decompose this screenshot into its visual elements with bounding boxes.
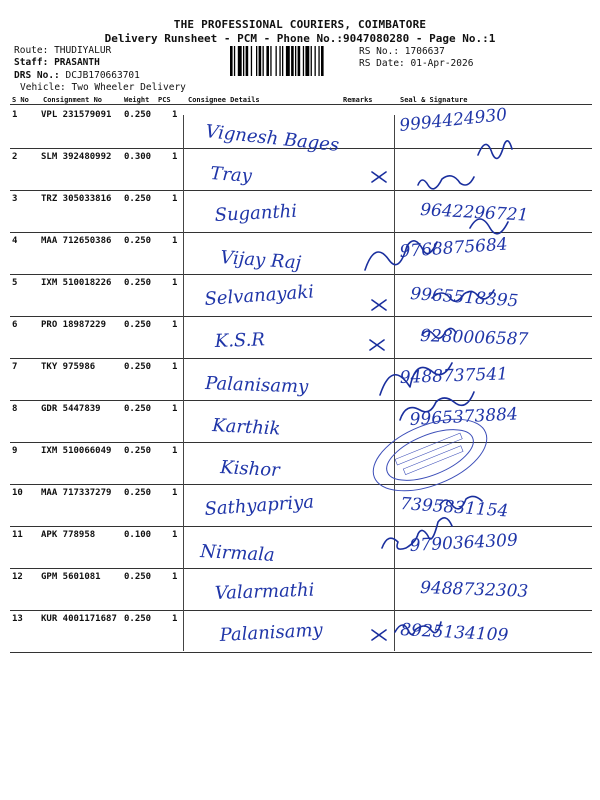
staff-value: PRASANTH xyxy=(54,57,100,68)
row-consignment: PRO 18987229 xyxy=(41,320,107,330)
handwritten-consignee: Sathyapriya xyxy=(203,491,315,520)
drs-value: DCJB170663701 xyxy=(65,70,140,81)
row-consignment: TKY 975986 xyxy=(41,362,96,372)
rs-date-value: 01-Apr-2026 xyxy=(410,58,474,69)
row-pcs: 1 xyxy=(172,530,178,540)
row-pcs: 1 xyxy=(172,614,178,624)
handwritten-consignee: K.S.R xyxy=(214,329,266,352)
row-weight: 0.250 xyxy=(124,572,152,582)
staff-label: Staff: xyxy=(14,57,49,68)
row-weight: 0.250 xyxy=(124,488,152,498)
row-sno: 5 xyxy=(12,278,18,288)
row-weight: 0.250 xyxy=(124,404,152,414)
row-sno: 7 xyxy=(12,362,18,372)
handwritten-phone: 8925134109 xyxy=(399,620,509,646)
row-sno: 10 xyxy=(12,488,23,498)
handwritten-phone: 9994424930 xyxy=(398,104,509,136)
handwritten-phone: 9965518395 xyxy=(409,284,519,312)
row-pcs: 1 xyxy=(172,236,178,246)
row-weight: 0.250 xyxy=(124,194,152,204)
row-pcs: 1 xyxy=(172,488,178,498)
row-pcs: 1 xyxy=(172,362,178,372)
route-label: Route: xyxy=(14,45,49,56)
row-consignment: IXM 510018226 xyxy=(41,278,112,288)
row-weight: 0.250 xyxy=(124,614,152,624)
row-sno: 13 xyxy=(12,614,23,624)
handwritten-consignee: Kishor xyxy=(219,457,281,482)
row-sno: 4 xyxy=(12,236,18,246)
row-consignment: KUR 4001171687 xyxy=(41,614,117,624)
handwritten-consignee: Tray xyxy=(209,163,253,187)
row-pcs: 1 xyxy=(172,404,178,414)
rs-no-value: 1706637 xyxy=(404,46,445,57)
handwritten-consignee: Suganthi xyxy=(214,200,298,226)
row-weight: 0.300 xyxy=(124,152,152,162)
row-pcs: 1 xyxy=(172,194,178,204)
handwritten-consignee: Valarmathi xyxy=(214,579,315,604)
row-sno: 12 xyxy=(12,572,23,582)
handwritten-names xyxy=(199,121,340,646)
handwritten-phone: 7395831154 xyxy=(399,494,509,522)
handwritten-consignee: Palanisamy xyxy=(219,619,324,646)
handwritten-consignee: Vignesh Bages xyxy=(204,121,341,156)
col-header-signature: Seal & Signature xyxy=(400,96,468,104)
row-consignment: APK 778958 xyxy=(41,530,96,540)
row-consignment: GPM 5601081 xyxy=(41,572,101,582)
route-value: THUDIYALUR xyxy=(54,45,112,56)
handwritten-consignee: Karthik xyxy=(211,415,282,440)
row-pcs: 1 xyxy=(172,152,178,162)
vehicle-label: Vehicle: xyxy=(20,82,66,93)
row-consignment: MAA 717337279 xyxy=(41,488,112,498)
drs-label: DRS No.: xyxy=(14,70,60,81)
row-weight: 0.250 xyxy=(124,362,152,372)
handwritten-phone: 9768875684 xyxy=(398,234,509,262)
runsheet-subtitle: Delivery Runsheet - PCM - Phone No.:9047080280 - Page No.:1 xyxy=(104,32,496,45)
row-weight: 0.250 xyxy=(124,320,152,330)
handwritten-consignee: Selvanayaki xyxy=(203,281,315,310)
row-sno: 8 xyxy=(12,404,18,414)
row-sno: 11 xyxy=(12,530,23,540)
handwritten-phones xyxy=(398,105,528,646)
row-consignment: SLM 392480992 xyxy=(41,152,112,162)
row-weight: 0.250 xyxy=(124,110,152,120)
row-weight: 0.250 xyxy=(124,236,152,246)
row-sno: 2 xyxy=(12,152,18,162)
handwritten-phone: 9488737541 xyxy=(399,364,509,388)
row-sno: 6 xyxy=(12,320,18,330)
company-title: THE PROFESSIONAL COURIERS, COIMBATORE xyxy=(173,18,427,31)
handwritten-phone: 9790364309 xyxy=(409,530,519,556)
row-weight: 0.100 xyxy=(124,530,152,540)
handwritten-phone: 9642296721 xyxy=(419,200,529,226)
row-sno: 3 xyxy=(12,194,18,204)
row-pcs: 1 xyxy=(172,572,178,582)
vehicle-value: Two Wheeler Delivery xyxy=(71,82,186,93)
row-consignment: TRZ 305033816 xyxy=(41,194,112,204)
row-sno: 1 xyxy=(12,110,18,120)
row-weight: 0.250 xyxy=(124,446,152,456)
rs-no-label: RS No.: xyxy=(359,46,400,57)
handwritten-phone: 9965373884 xyxy=(409,404,519,430)
handwritten-consignee: Nirmala xyxy=(199,541,276,566)
handwritten-phone: 9488732303 xyxy=(419,578,529,602)
col-header-consignee: Consignee Details xyxy=(188,96,260,104)
row-consignment: VPL 231579091 xyxy=(41,110,112,120)
row-consignment: IXM 510066049 xyxy=(41,446,112,456)
handwritten-consignee: Vijay Raj xyxy=(219,247,302,274)
col-header-weight: Weight xyxy=(124,96,150,104)
row-weight: 0.250 xyxy=(124,278,152,288)
row-consignment: MAA 712650386 xyxy=(41,236,112,246)
row-pcs: 1 xyxy=(172,278,178,288)
row-pcs: 1 xyxy=(172,446,178,456)
row-pcs: 1 xyxy=(172,320,178,330)
col-header-consignment: Consignment No xyxy=(43,96,103,104)
col-header-remarks: Remarks xyxy=(343,96,373,104)
row-sno: 9 xyxy=(12,446,18,456)
col-header-pcs: PCS xyxy=(158,96,171,104)
col-header-sno: S No xyxy=(12,96,29,104)
handwritten-phone: 9280006587 xyxy=(419,326,529,350)
handwritten-consignee: Palanisamy xyxy=(204,373,309,398)
rs-date-label: RS Date: xyxy=(359,58,405,69)
row-consignment: GDR 5447839 xyxy=(41,404,101,414)
row-pcs: 1 xyxy=(172,110,178,120)
